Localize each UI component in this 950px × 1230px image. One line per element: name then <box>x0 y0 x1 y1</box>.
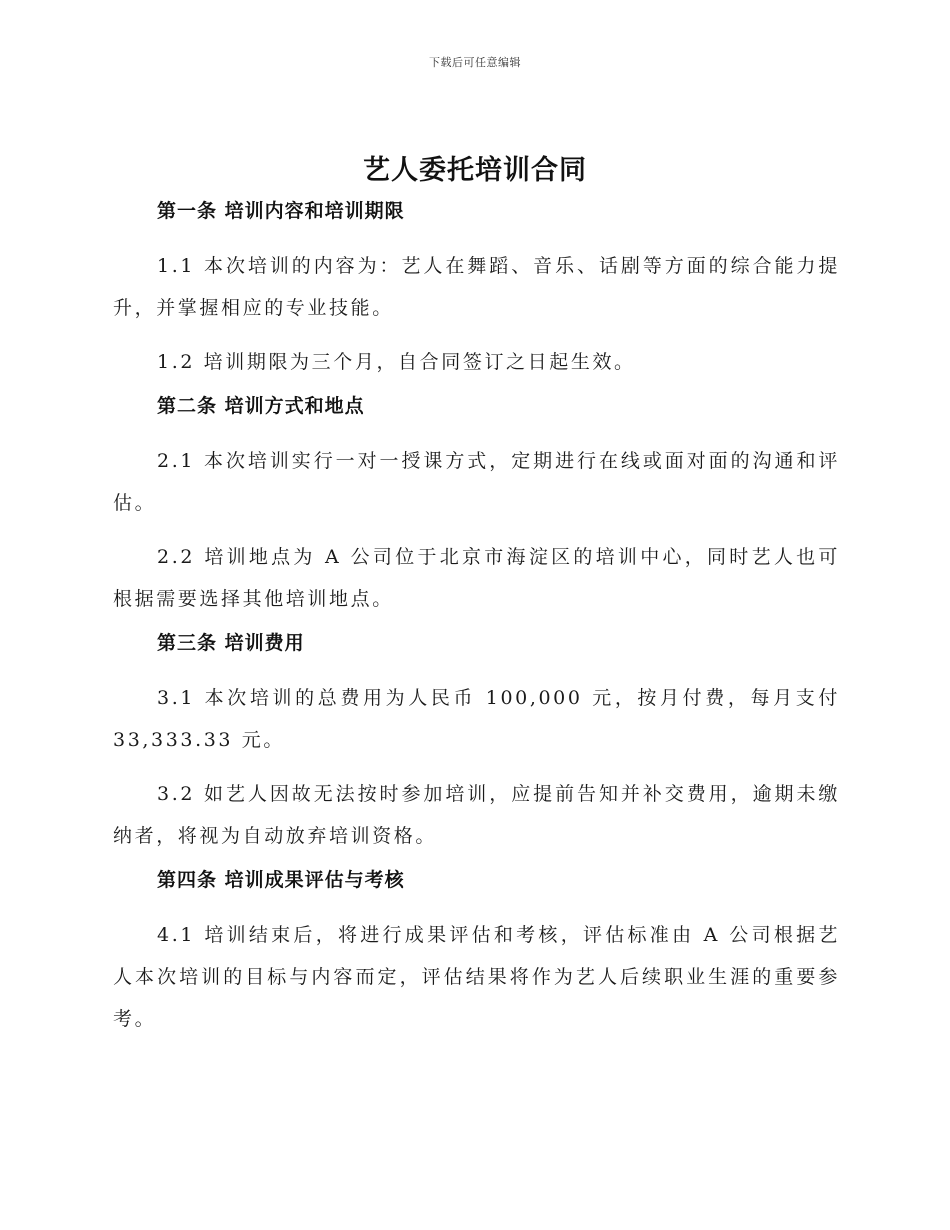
section-2 <box>113 391 840 620</box>
document-title: 艺人委托培训合同 <box>363 155 587 186</box>
paragraph-2-1: 2.1 本次培训实行一对一授课方式，定期进行在线或面对面的沟通和评估。 <box>113 450 840 514</box>
section-heading: 第三条 培训费用 <box>157 632 305 654</box>
paragraph-3-1: 3.1 本次培训的总费用为人民币 100,000 元，按月付费，每月支付 33,333.33 元。 <box>113 687 840 751</box>
section-3 <box>113 628 840 857</box>
paragraph-1-1: 1.1 本次培训的内容为：艺人在舞蹈、音乐、话剧等方面的综合能力提升，并掌握相应的专业技能。 <box>113 255 840 319</box>
section-4 <box>113 865 840 1040</box>
document-body <box>113 196 840 1040</box>
section-heading: 第二条 培训方式和地点 <box>157 395 365 417</box>
header-note: 下载后可任意编辑 <box>429 56 521 69</box>
paragraph-1-2: 1.2 培训期限为三个月，自合同签订之日起生效。 <box>157 351 636 373</box>
paragraph-3-2: 3.2 如艺人因故无法按时参加培训，应提前告知并补交费用，逾期未缴纳者，将视为自动放弃培训资格。 <box>113 783 840 847</box>
section-heading: 第一条 培训内容和培训期限 <box>157 200 405 222</box>
paragraph-4-1: 4.1 培训结束后，将进行成果评估和考核，评估标准由 A 公司根据艺人本次培训的目标与内容而定，评估结果将作为艺人后续职业生涯的重要参考。 <box>113 924 840 1030</box>
section-1 <box>113 196 840 383</box>
paragraph-2-2: 2.2 培训地点为 A 公司位于北京市海淀区的培训中心，同时艺人也可根据需要选择其他培训地点。 <box>113 546 840 610</box>
section-heading: 第四条 培训成果评估与考核 <box>157 869 405 891</box>
